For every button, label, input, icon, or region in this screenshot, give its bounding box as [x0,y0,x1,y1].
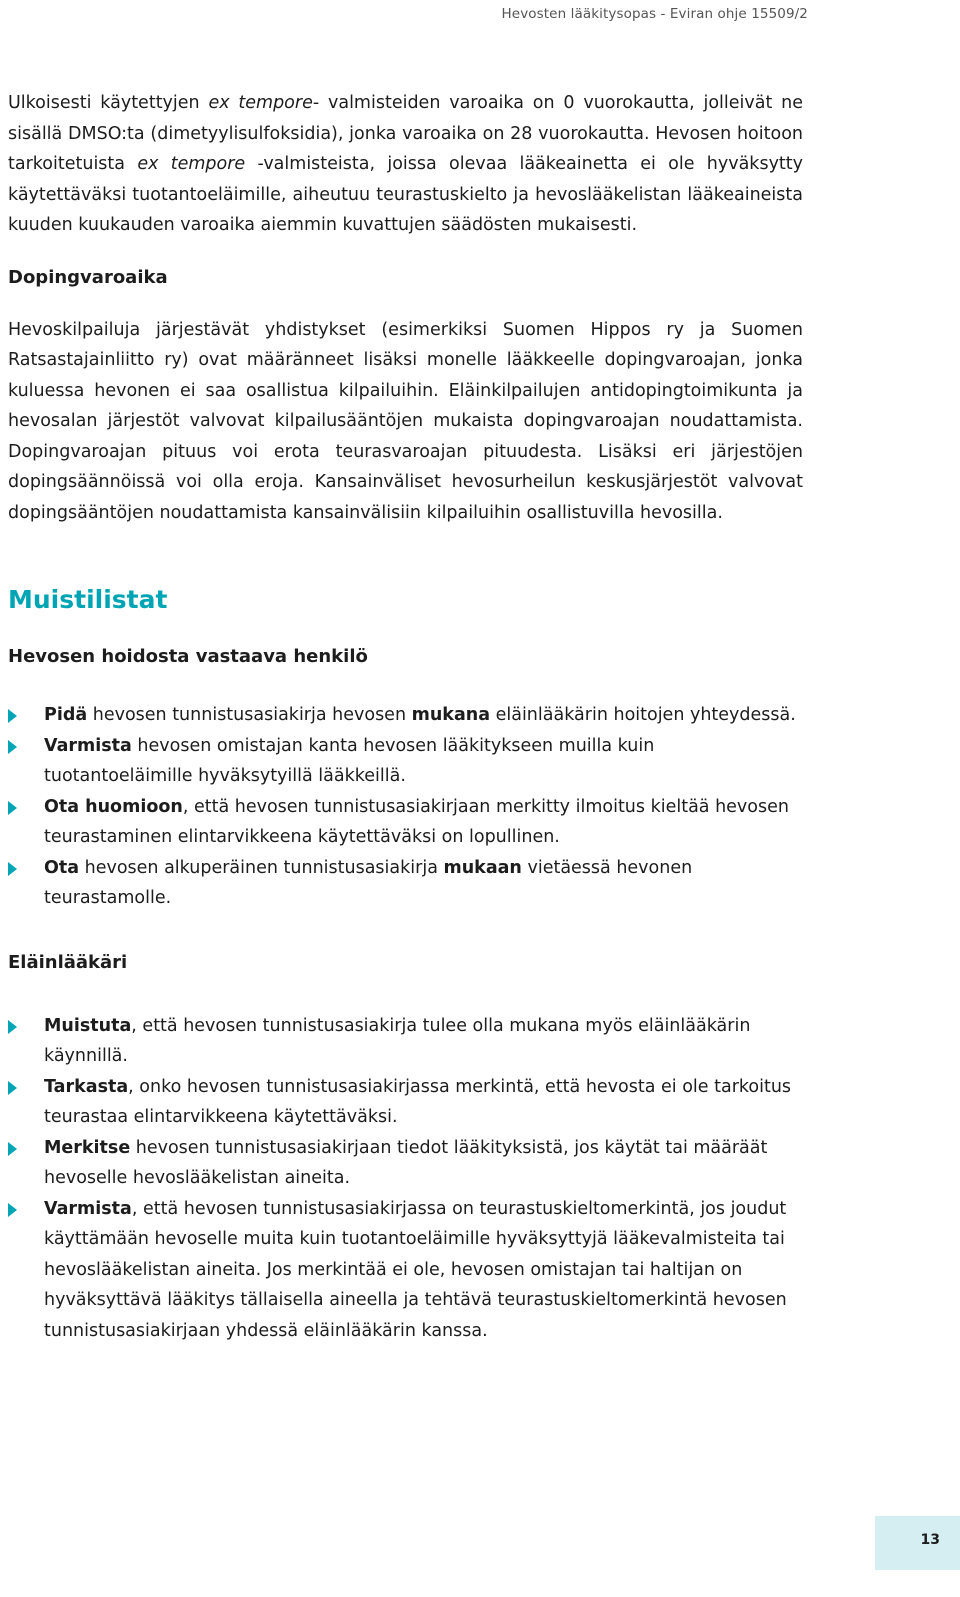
caretaker-checklist [8,700,803,914]
item-keyword: Ota huomioon [44,796,183,817]
item-text: hevosen omistajan kanta hevosen lääkitykseen muilla kuin tuotantoeläimille hyväksytyillä lääkkeillä. [44,735,655,786]
vet-checklist [8,1011,803,1347]
item-text: hevosen alkuperäinen tunnistusasiakirja [79,857,444,878]
list-item [8,1011,803,1072]
caretaker-heading: Hevosen hoidosta vastaava henkilö [8,646,368,667]
list-item [8,853,803,914]
page-number-box [875,1516,960,1570]
intro-italic-1: ex tempore [208,93,313,113]
list-item [8,792,803,853]
doping-heading: Dopingvaroaika [8,266,168,288]
list-item [8,731,803,792]
intro-text-2: - valmisteiden varoaika on 0 vuorokautta, jolleivät ne sisällä DMSO:ta (dimetyylisulfoksidia), jonka varoaika on 28 vuorokautta. Hevosen hoitoon tarkoitetuista [8,93,804,174]
triangle-bullet-icon [8,740,17,754]
item-keyword: Merkitse [44,1137,131,1158]
list-item [8,1133,803,1194]
vet-heading: Eläinlääkäri [8,951,128,973]
list-item [8,1072,803,1133]
doping-paragraph: Hevoskilpailuja järjestävät yhdistykset (esimerkiksi Suomen Hippos ry ja Suomen Ratsastajainliitto ry) ovat määränneet lisäksi monelle lääkkeelle dopingvaroajan, jonka kuluessa hevonen ei saa osallistua kilpailuihin. Eläinkilpailujen antidopingtoimikunta ja hevosalan järjestöt valvovat kilpailusääntöjen mukaista dopingvaroajan noudattamista. Dopingvaroajan pituus voi erota teurasvaroajan pituudesta. Lisäksi eri järjestöjen dopingsäännöissä voi olla eroja. Kansainväliset hevosurheilun keskusjärjestöt valvovat dopingsääntöjen noudattamista kansainvälisiin kilpailuihin osallistuvilla hevosilla. [8,319,803,523]
item-text-2: vietäessä hevonen teurastamolle. [44,857,693,908]
item-keyword-2: mukana [411,705,491,725]
triangle-bullet-icon [8,801,17,815]
item-text: , että hevosen tunnistusasiakirjaan merkitty ilmoitus kieltää hevosen teurastaminen elintarvikkeena käytettäväksi on lopullinen. [44,796,789,847]
running-header: Hevosten lääkitysopas - Eviran ohje 15509/2 [501,6,808,22]
page-number: 13 [920,1532,940,1548]
intro-italic-2: ex tempore [137,154,246,174]
item-keyword: Ota [44,857,80,878]
triangle-bullet-icon [8,1142,17,1156]
triangle-bullet-icon [8,1203,17,1217]
page-content [8,88,803,1346]
item-keyword: Varmista [44,1198,132,1219]
item-text: hevosen tunnistusasiakirjaan tiedot lääkityksistä, jos käytät tai määräät hevoselle hevoslääkelistan aineita. [44,1137,768,1188]
item-text-2: eläinlääkärin hoitojen yhteydessä. [490,705,796,725]
item-text: , onko hevosen tunnistusasiakirjassa merkintä, että hevosta ei ole tarkoitus teurastaa elintarvikkeena käytettäväksi. [44,1076,792,1127]
item-text: , että hevosen tunnistusasiakirjassa on teurastuskieltomerkintä, jos joudut käyttämään hevoselle muita kuin tuotantoeläimille hyväksyttyjä lääkevalmisteita tai hevoslääkelistan aineita. Jos merkintää ei ole, hevosen omistajan tai haltijan on hyväksyttävä lääkitys tällaisella aineella ja tehtävä teurastuskieltomerkintä hevosen tunnistusasiakirjaan yhdessä eläinlääkärin kanssa. [44,1198,787,1341]
list-item [8,1194,803,1347]
item-keyword: Tarkasta [44,1076,129,1097]
triangle-bullet-icon [8,709,17,723]
intro-paragraph [8,88,803,241]
intro-text-3: -valmisteista, joissa olevaa lääkeainetta ei ole hyväksytty käytettäväksi tuotantoeläimille, aiheutuu teurastuskielto ja hevoslääkelistan lääkeaineista kuuden kuukauden varoaika aiemmin kuvattujen säädösten mukaisesti. [8,154,803,235]
item-keyword-2: mukaan [443,857,522,878]
triangle-bullet-icon [8,1081,17,1095]
triangle-bullet-icon [8,1020,17,1034]
checklists-heading: Muistilistat [8,585,168,614]
item-text: , että hevosen tunnistusasiakirja tulee olla mukana myös eläinlääkärin käynnillä. [44,1015,751,1066]
item-keyword: Muistuta [44,1015,132,1036]
item-text: hevosen tunnistusasiakirja hevosen [87,705,412,725]
list-item [8,700,803,731]
intro-text-1: Ulkoisesti käytettyjen [8,93,209,113]
item-keyword: Pidä [44,705,88,725]
triangle-bullet-icon [8,862,17,876]
item-keyword: Varmista [44,735,132,756]
